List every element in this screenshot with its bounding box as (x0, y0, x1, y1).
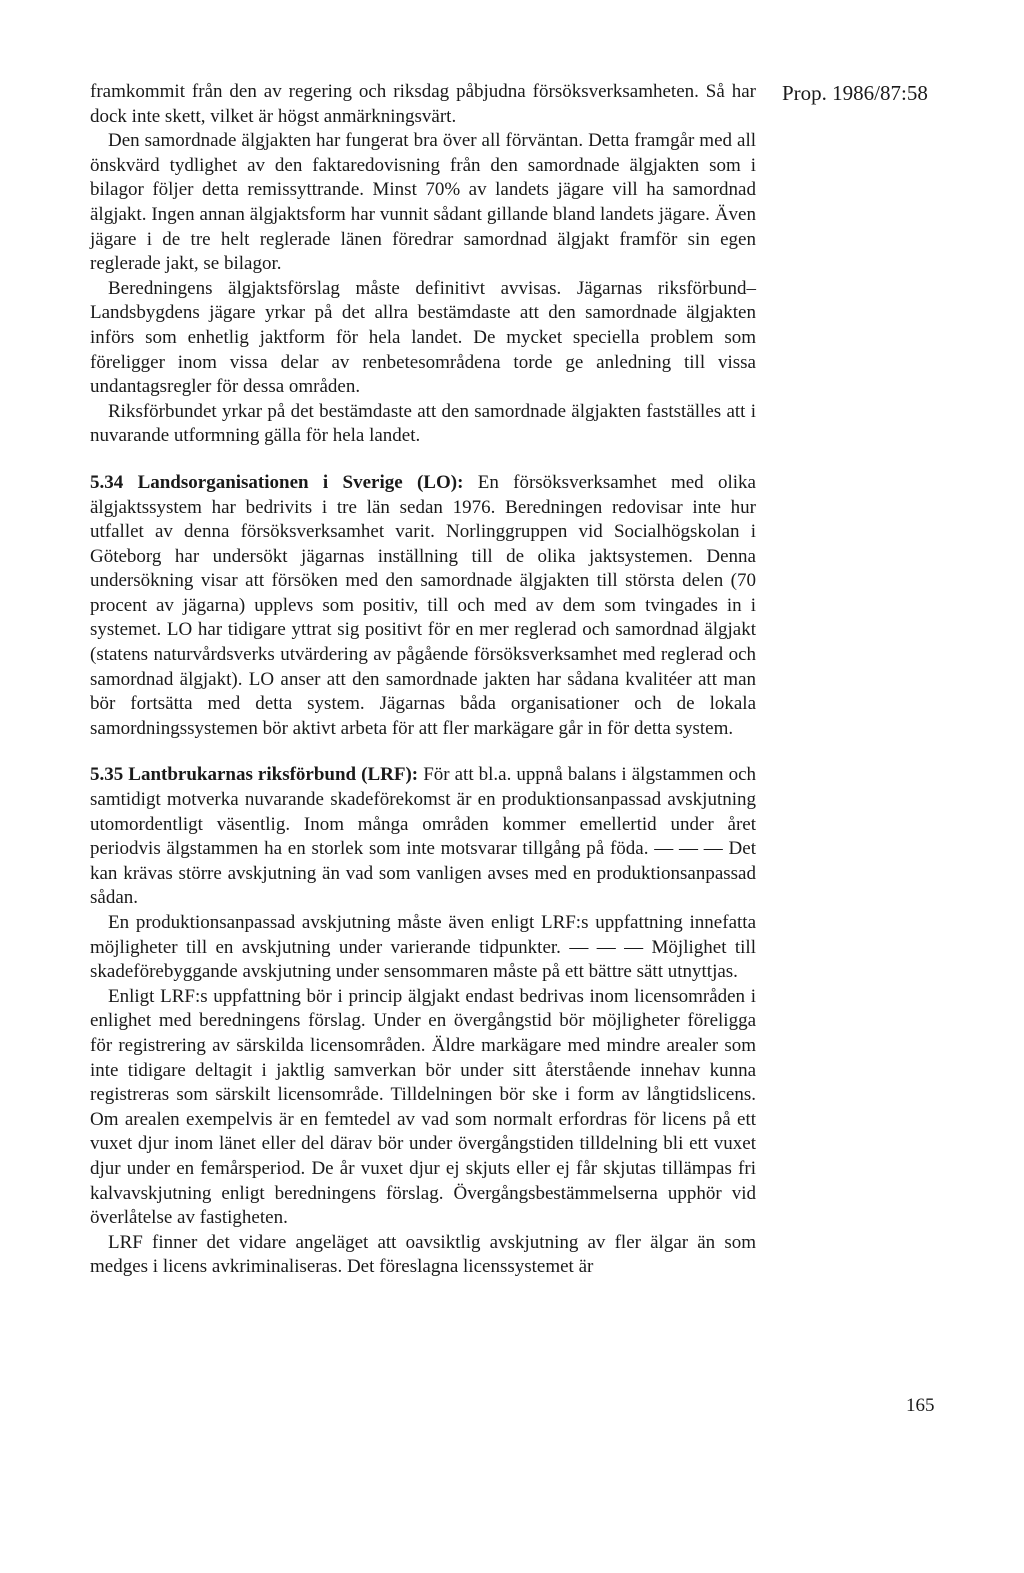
section-5-35 (90, 763, 756, 911)
section-spacer (90, 449, 756, 471)
section-spacer (90, 741, 756, 763)
document-body (90, 80, 756, 1280)
proposition-reference: Prop. 1986/87:58 (782, 81, 928, 105)
page-number: 165 (906, 1395, 935, 1416)
paragraph-beredningens: Beredningens älgjaktsförslag måste definitivt avvisas. Jägarnas riksförbund–Landsbygdens jägare yrkar på det allra bestämdaste att den samordnade älgjakten införs som enhetlig jaktform för hela landet. De mycket speciella problem som föreligger inom vissa delar av renbetesområdena torde ge anledning till vissa undantagsregler för dessa områden. (90, 277, 756, 398)
paragraph-riksforbundet: Riksförbundet yrkar på det bestämdaste att den samordnade älgjakten fastställes att i nuvarande utformning gälla för hela landet. (90, 400, 756, 447)
paragraph-intro: framkommit från den av regering och riksdag påbjudna försöksverksamheten. Så har dock inte skett, vilket är högst anmärkningsvärt. (90, 81, 756, 127)
section-5-35-text: För att bl.a. uppnå balans i älgstammen och samtidigt motverka nuvarande skadeförekomst är en produktionsanpassad avskjutning utomordentligt väsentlig. Inom många områden kommer emellertid under året periodvis älgstammen ha en storlek som inte motsvarar tillgång på föda. — — — Det kan krävas större avskjutning än vad som vanligen avses med en produktionsanpassad sådan. (90, 764, 757, 909)
paragraph-lrf-licensomraden: Enligt LRF:s uppfattning bör i princip älgjakt endast bedrivas inom licensområden i enlighet med beredningens förslag. Under en övergångstid bör möjligheter föreligga för registrering av särskilda licensområden. Äldre markägare med mindre arealer som inte tidigare deltagit i jaktlig samverkan bör under sitt återstående innehav kunna registreras som särskilt licensområde. Tilldelningen bör ske i form av långtidslicens. Om arealen exempelvis är en femtedel av vad som normalt erfordras för licens på ett vuxet djur inom länet eller del därav bör under övergångstiden tilldelning bli ett vuxet djur under en femårsperiod. De år vuxet djur ej skjuts eller ej får skjutas tillämpas fri kalvavskjutning enligt beredningens förslag. Övergångsbestämmelserna upphör vid överlåtelse av fastigheten. (90, 985, 756, 1229)
section-5-34 (90, 471, 756, 742)
section-5-35-heading: 5.35 Lantbrukarnas riksförbund (LRF): (90, 764, 419, 786)
paragraph-lrf-produktionsanpassad: En produktionsanpassad avskjutning måste även enligt LRF:s uppfattning innefatta möjligheter till en avskjutning under varierande tidpunkter. — — — Möjlighet till skadeförebyggande avskjutning under sensommaren måste på ett bättre sätt utnyttjas. (90, 912, 756, 983)
paragraph-samordnade: Den samordnade älgjakten har fungerat bra över all förväntan. Detta framgår med all önskvärd tydlighet av den faktaredovisning från den samordnade älgjakten som i bilagor följer detta remissyttrande. Minst 70% av landets jägare vill ha samordnad älgjakt. Ingen annan älgjaktsform har vunnit sådant gillande bland landets jägare. Även jägare i de tre helt reglerade länen föredrar samordnad älgjakt framför sin egen reglerade jakt, se bilagor. (90, 130, 756, 275)
section-5-34-heading: 5.34 Landsorganisationen i Sverige (LO): (90, 471, 464, 493)
section-5-34-text: En försöksverksamhet med olika älgjaktssystem har bedrivits i tre län sedan 1976. Beredningen redovisar inte hur utfallet av denna försöksverksamhet varit. Norlinggruppen vid Socialhögskolan i Göteborg har undersökt jägarnas inställning till de olika jaktsystemen. Denna undersökning visar att försöken med den samordnade älgjakten till största delen (70 procent av jägarna) upplevs som positiv, till och med av dem som tvingades in i systemet. LO har tidigare yttrat sig positivt för en mer reglerad och samordnad älgjakt (statens naturvårdsverks utvärdering av pågående försöksverksamhet med reglerad och samordnad älgjakt). LO anser att den samordnade jakten har sådana kvalitéer att man bör fortsätta med detta system. Jägarnas båda organisationer och de lokala samordningssystemen bör aktivt arbeta för att fler markägare går in för detta system. (90, 471, 756, 739)
paragraph-lrf-avkriminaliseras: LRF finner det vidare angeläget att oavsiktlig avskjutning av fler älgar än som medges i licens avkriminaliseras. Det föreslagna licenssystemet är (90, 1231, 756, 1278)
